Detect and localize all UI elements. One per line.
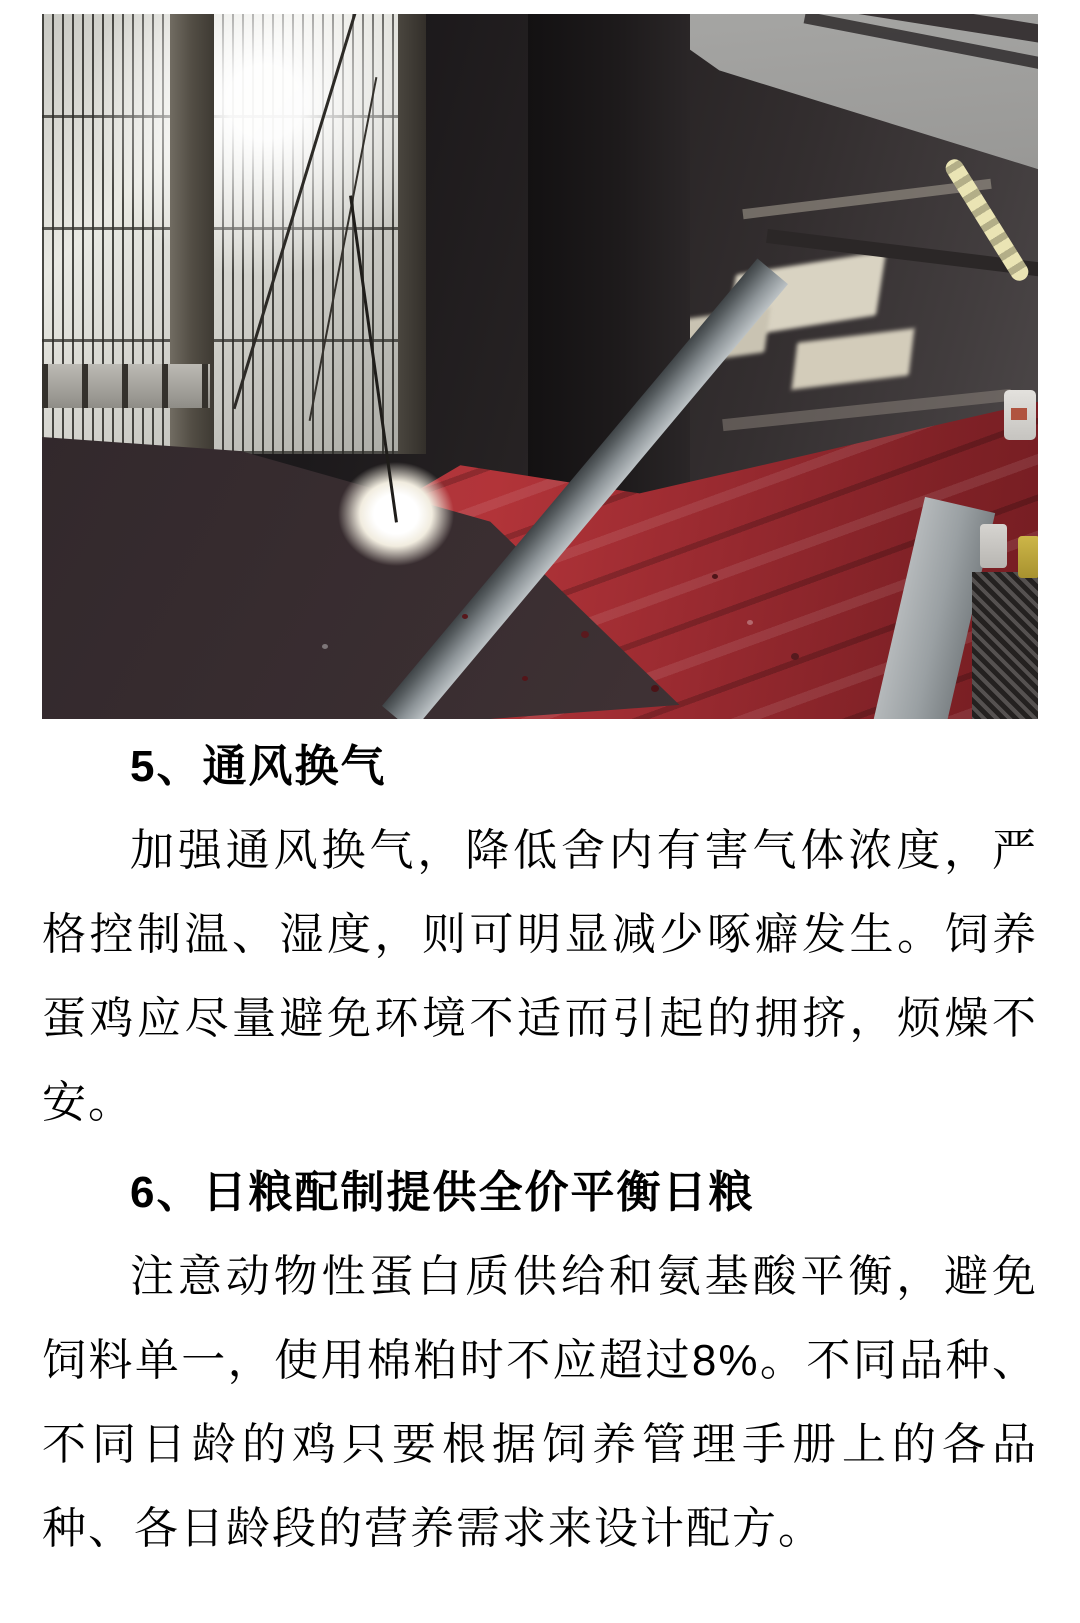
diet-paragraph: 注意动物性蛋白质供给和氨基酸平衡，避免饲料单一，使用棉粕时不应超过8%。不同品种、不同日龄的鸡只要根据饲养管理手册上的各品种、各日龄段的营养需求来设计配方。 — [42, 1252, 1038, 1553]
photo-wire-basket — [972, 572, 1038, 719]
chicken-house-photo — [42, 14, 1038, 719]
photo-white-bottle — [980, 524, 1007, 568]
photo-white-bottle — [1004, 390, 1036, 440]
photo-wire — [233, 14, 359, 409]
ventilation-paragraph: 加强通风换气，降低舍内有害气体浓度，严格控制温、湿度，则可明显减少啄癖发生。饲养蛋鸡应尽量避免环境不适而引起的拥挤，烦燥不安。 — [42, 826, 1038, 1127]
section-heading-diet: 6、日粮配制提供全价平衡日粮 — [130, 1168, 755, 1217]
photo-window-frame — [398, 14, 426, 454]
photo-yellow-bottle — [1018, 536, 1038, 578]
photo-floor-debris — [462, 614, 468, 619]
section-heading-ventilation: 5、通风换气 — [130, 742, 387, 791]
photo-rail — [42, 364, 210, 408]
article-body — [0, 725, 1080, 1571]
